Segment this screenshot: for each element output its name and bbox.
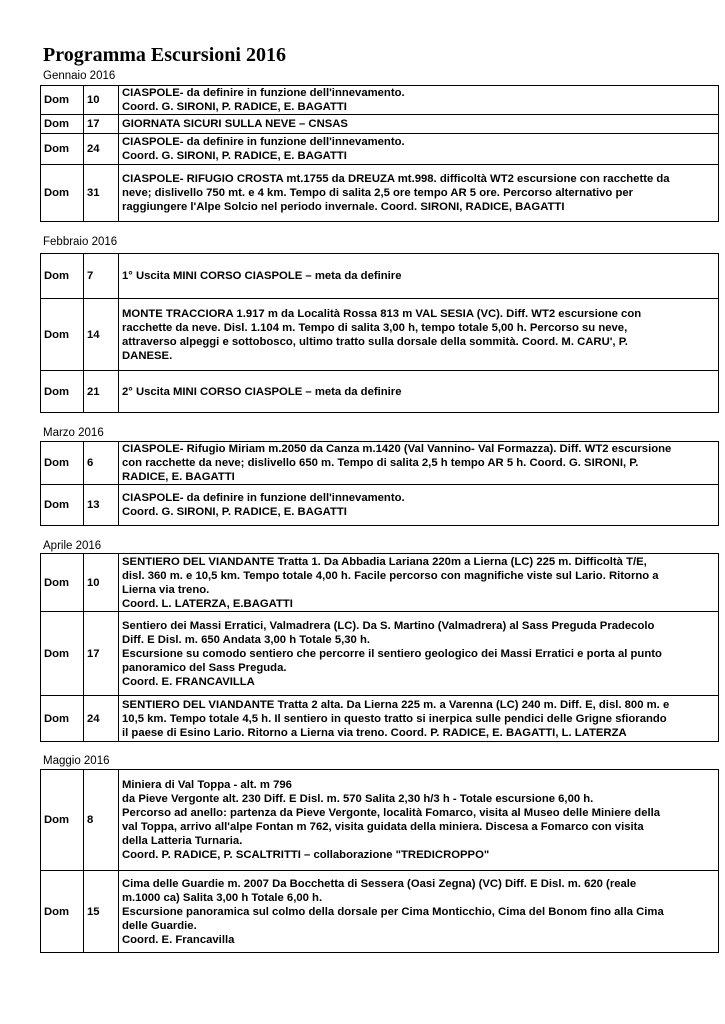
description-line: CIASPOLE- Rifugio Miriam m.2050 da Canza m.1420 (Val Vannino- Val Formazza). Diff. WT2 escursione: [122, 443, 672, 455]
table-row: [41, 696, 719, 742]
date-cell: 8: [84, 770, 119, 871]
description-line: Escursione panoramica sul colmo della dorsale per Cima Monticchio, Cima del Bonom fino alla Cima: [122, 905, 664, 918]
date-cell: 10: [84, 86, 119, 115]
table-row: [41, 115, 719, 134]
description-line: 1° Uscita MINI CORSO CIASPOLE – meta da definire: [122, 270, 402, 282]
schedule-table-marzo: [40, 441, 719, 526]
description-cell: [119, 254, 719, 299]
table-row: [41, 254, 719, 299]
date-cell: 10: [84, 554, 119, 612]
date-cell: 31: [84, 165, 119, 222]
description-line: Percorso ad anello: partenza da Pieve Vergonte, località Fomarco, visita al Museo delle Miniere della: [122, 807, 661, 819]
month-heading-maggio: Maggio 2016: [43, 755, 110, 767]
description-line: Coord. G. SIRONI, P. RADICE, E. BAGATTI: [122, 150, 347, 162]
description-cell: [119, 696, 719, 742]
date-cell: 24: [84, 134, 119, 165]
month-heading-gennaio: Gennaio 2016: [43, 70, 116, 82]
date-cell: 7: [84, 254, 119, 299]
day-cell: Dom: [41, 696, 84, 742]
description-line: Miniera di Val Toppa - alt. m 796: [122, 779, 292, 791]
description-line: GIORNATA SICURI SULLA NEVE – CNSAS: [122, 118, 348, 130]
description-line: Coord. G. SIRONI, P. RADICE, E. BAGATTI: [122, 506, 347, 518]
day-cell: Dom: [41, 254, 84, 299]
table-row: [41, 165, 719, 222]
day-cell: Dom: [41, 86, 84, 115]
table-row: [41, 554, 719, 612]
description-line: panoramico del Sass Preguda.: [122, 661, 287, 674]
schedule-table-febbraio: [40, 253, 719, 413]
description-line: 2° Uscita MINI CORSO CIASPOLE – meta da definire: [122, 385, 402, 398]
description-line: Coord. E. FRANCAVILLA: [122, 675, 255, 688]
description-line: RADICE, E. BAGATTI: [122, 471, 235, 483]
description-line: delle Guardie.: [122, 919, 197, 932]
schedule-table-maggio: [40, 769, 719, 953]
day-cell: Dom: [41, 485, 84, 526]
date-cell: 17: [84, 115, 119, 134]
date-cell: 13: [84, 485, 119, 526]
date-cell: 17: [84, 612, 119, 696]
description-line: 10,5 km. Tempo totale 4,5 h. Il sentiero in questo tratto si inerpica sulle pendici delle Grigne sfiorando: [122, 712, 667, 725]
date-cell: 15: [84, 871, 119, 953]
description-cell: [119, 554, 719, 612]
description-line: CIASPOLE- da definire in funzione dell'innevamento.: [122, 492, 405, 504]
description-line: SENTIERO DEL VIANDANTE Tratta 2 alta. Da Lierna 225 m. a Varenna (LC) 240 m. Diff. E, disl. 800 m. e: [122, 698, 670, 711]
day-cell: Dom: [41, 442, 84, 485]
description-line: Coord. G. SIRONI, P. RADICE, E. BAGATTI: [122, 101, 347, 113]
description-cell: [119, 371, 719, 413]
description-line: m.1000 ca) Salita 3,00 h Totale 6,00 h.: [122, 891, 323, 904]
description-line: disl. 360 m. e 10,5 km. Tempo totale 4,00 h. Facile percorso con magnifiche viste sul Lario. Ritorno a: [122, 569, 659, 582]
day-cell: Dom: [41, 871, 84, 953]
day-cell: Dom: [41, 554, 84, 612]
day-cell: Dom: [41, 115, 84, 134]
table-row: [41, 871, 719, 953]
table-row: [41, 371, 719, 413]
description-line: CIASPOLE- da definire in funzione dell'innevamento.: [122, 136, 405, 148]
description-cell: [119, 770, 719, 871]
description-line: racchette da neve. Disl. 1.104 m. Tempo di salita 3,00 h, tempo totale 5,00 h. Percorso su neve,: [122, 321, 628, 334]
table-row: [41, 134, 719, 165]
description-cell: [119, 485, 719, 526]
description-line: raggiungere l'Alpe Solcio nel periodo invernale. Coord. SIRONI, RADICE, BAGATTI: [122, 201, 565, 213]
description-line: Cima delle Guardie m. 2007 Da Bocchetta di Sessera (Oasi Zegna) (VC) Diff. E Disl. m. 620 (reale: [122, 877, 637, 890]
description-cell: [119, 134, 719, 165]
description-cell: [119, 442, 719, 485]
table-row: [41, 299, 719, 371]
month-heading-febbraio: Febbraio 2016: [43, 236, 118, 248]
description-line: SENTIERO DEL VIANDANTE Tratta 1. Da Abbadia Lariana 220m a Lierna (LC) 225 m. Difficoltà T/E,: [122, 555, 647, 568]
schedule-table-aprile: [40, 553, 719, 742]
date-cell: 21: [84, 371, 119, 413]
day-cell: Dom: [41, 371, 84, 413]
description-cell: [119, 165, 719, 222]
table-row: [41, 612, 719, 696]
date-cell: 6: [84, 442, 119, 485]
description-line: con racchette da neve; dislivello 650 m. Tempo di salita 2,5 h tempo AR 5 h. Coord. G. SIRONI, P.: [122, 457, 639, 469]
description-cell: [119, 115, 719, 134]
description-cell: [119, 86, 719, 115]
description-line: val Toppa, arrivo all'alpe Fontan m 762, visita guidata della miniera. Discesa a Fomarco con visita: [122, 821, 644, 833]
day-cell: Dom: [41, 770, 84, 871]
description-line: Escursione su comodo sentiero che percorre il sentiero geologico dei Massi Erratici e porta al punto: [122, 647, 662, 660]
day-cell: Dom: [41, 299, 84, 371]
description-line: CIASPOLE- da definire in funzione dell'innevamento.: [122, 87, 405, 99]
table-row: [41, 485, 719, 526]
description-cell: [119, 871, 719, 953]
description-line: Sentiero dei Massi Erratici, Valmadrera (LC). Da S. Martino (Valmadrera) al Sass Preguda Pradecolo: [122, 619, 655, 632]
day-cell: Dom: [41, 134, 84, 165]
page-title: Programma Escursioni 2016: [43, 44, 286, 66]
description-line: attraverso alpeggi e sottobosco, ultimo tratto sulla dorsale della sommità. Coord. M. CARU', P.: [122, 335, 628, 348]
description-line: della Latteria Turnaria.: [122, 835, 243, 847]
description-cell: [119, 612, 719, 696]
month-heading-aprile: Aprile 2016: [43, 540, 102, 552]
month-heading-marzo: Marzo 2016: [43, 427, 104, 439]
description-cell: [119, 299, 719, 371]
description-line: Coord. E. Francavilla: [122, 933, 235, 946]
description-line: Diff. E Disl. m. 650 Andata 3,00 h Totale 5,30 h.: [122, 633, 370, 646]
table-row: [41, 442, 719, 485]
description-line: DANESE.: [122, 349, 173, 362]
table-row: [41, 770, 719, 871]
date-cell: 24: [84, 696, 119, 742]
description-line: Lierna via treno.: [122, 583, 210, 596]
description-line: da Pieve Vergonte alt. 230 Diff. E Disl. m. 570 Salita 2,30 h/3 h - Totale escursione 6,00 h.: [122, 793, 594, 805]
date-cell: 14: [84, 299, 119, 371]
description-line: Coord. P. RADICE, P. SCALTRITTI – collaborazione "TREDICROPPO": [122, 849, 490, 861]
day-cell: Dom: [41, 165, 84, 222]
day-cell: Dom: [41, 612, 84, 696]
description-line: il paese di Esino Lario. Ritorno a Lierna via treno. Coord. P. RADICE, E. BAGATTI, L. LATERZA: [122, 726, 627, 739]
description-line: neve; dislivello 750 mt. e 4 km. Tempo di salita 2,5 ore tempo AR 5 ore. Percorso alternativo per: [122, 187, 634, 199]
description-line: CIASPOLE- RIFUGIO CROSTA mt.1755 da DREUZA mt.998. difficoltà WT2 escursione con racchette da: [122, 173, 670, 185]
schedule-table-gennaio: [40, 85, 719, 222]
description-line: Coord. L. LATERZA, E.BAGATTI: [122, 597, 293, 610]
description-line: MONTE TRACCIORA 1.917 m da Località Rossa 813 m VAL SESIA (VC). Diff. WT2 escursione con: [122, 307, 642, 320]
table-row: [41, 86, 719, 115]
